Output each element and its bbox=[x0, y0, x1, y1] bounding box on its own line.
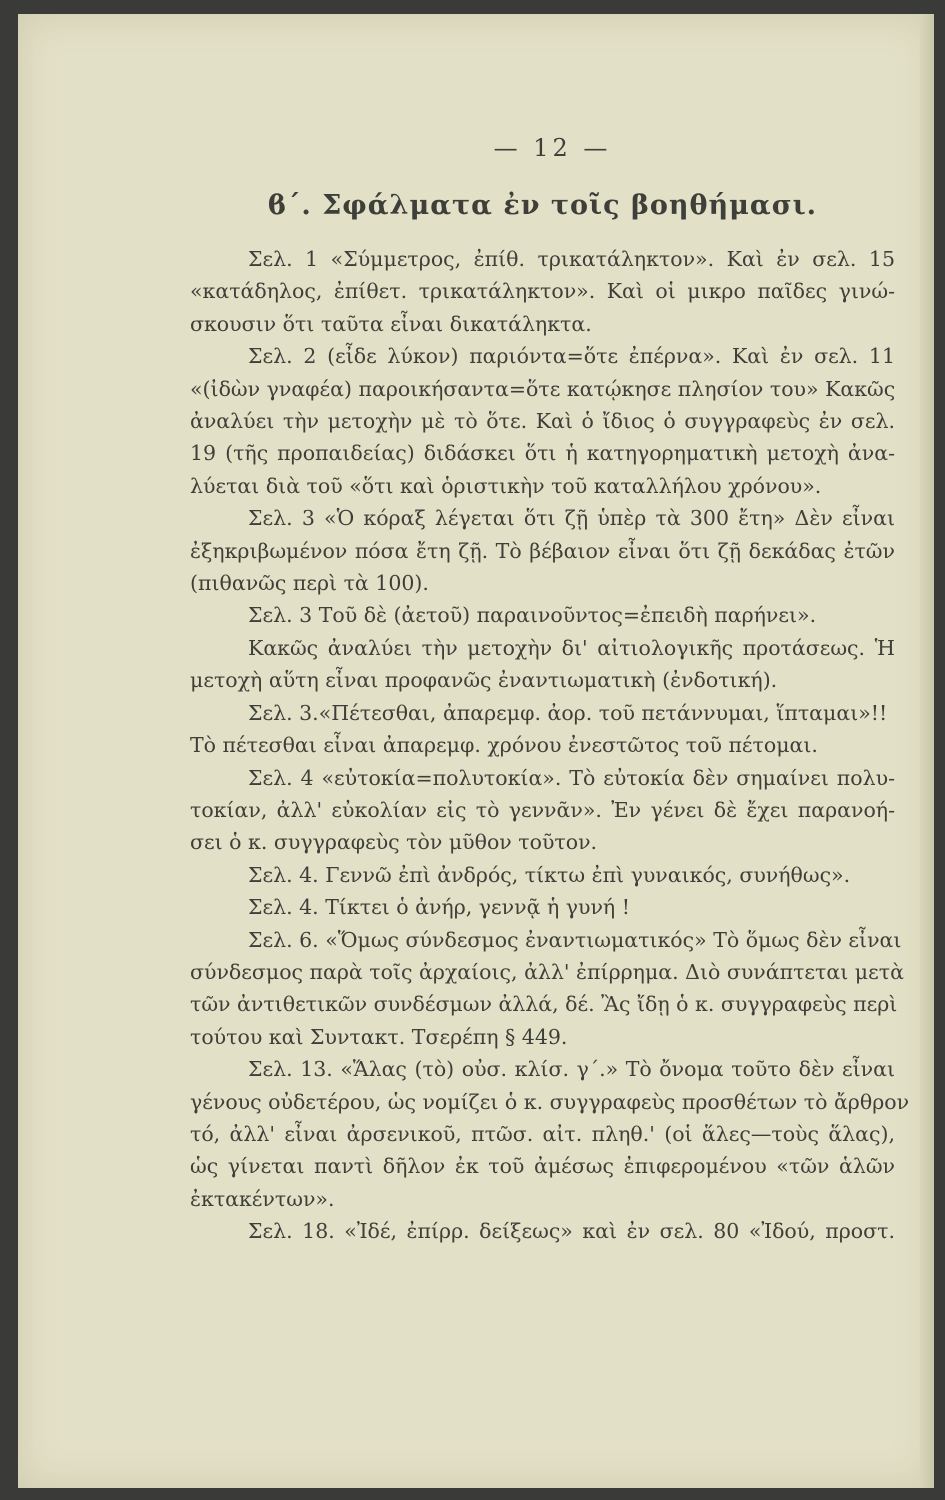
text-line: τῶν ἀντιθετικῶν συνδέσμων ἀλλά, δέ. Ἂς ἴδῃ ὁ κ. συγγραφεὺς περὶ bbox=[190, 992, 898, 1017]
text-line: «(ἰδὼν γναφέα) παροικήσαντα=ὅτε κατῴκησε πλησίον του» Κακῶς bbox=[190, 376, 896, 401]
text-line: Σελ. 2 (εἶδε λύκον) παριόντα=ὅτε ἐπέρνα». Καὶ ἐν σελ. 11 bbox=[248, 344, 895, 369]
text-line: ἐκτακέντων». bbox=[190, 1186, 335, 1211]
text-line: Σελ. 4. Γεννῶ ἐπὶ ἀνδρός, τίκτω ἐπὶ γυναικός, συνήθως». bbox=[248, 862, 851, 887]
text-line: Σελ. 18. «Ἰδέ, ἐπίρρ. δείξεως» καὶ ἐν σελ. 80 «Ἰδού, προστ. bbox=[248, 1219, 895, 1244]
text-line: ἀναλύει τὴν μετοχὴν μὲ τὸ ὅτε. Καὶ ὁ ἴδιος ὁ συγγραφεὺς ἐν σελ. bbox=[190, 409, 895, 434]
page-number: — 12 — bbox=[493, 134, 612, 162]
scanned-page bbox=[18, 14, 934, 1488]
body-text bbox=[190, 243, 910, 1248]
text-line: σύνδεσμος παρὰ τοῖς ἀρχαίοις, ἀλλ' ἐπίρρημα. Διὸ συνάπτεται μετὰ bbox=[190, 959, 904, 984]
text-line: Σελ. 3 Τοῦ δὲ (ἀετοῦ) παραινοῦντος=ἐπειδὴ παρήνει». bbox=[248, 603, 817, 628]
page-edge bbox=[920, 14, 934, 1488]
text-line: Σελ. 4 «εὐτοκία=πολυτοκία». Τὸ εὐτοκία δὲν σημαίνει πολυ- bbox=[248, 765, 895, 790]
text-line: Σελ. 3.«Πέτεσθαι, ἀπαρεμφ. ἀορ. τοῦ πετάννυμαι, ἵπταμαι»!! bbox=[248, 700, 888, 725]
text-line: μετοχὴ αὕτη εἶναι προφανῶς ἐναντιωματικὴ (ἐνδοτική). bbox=[190, 668, 778, 693]
text-line: τοκίαν, ἀλλ' εὐκολίαν εἰς τὸ γεννᾶν». Ἐν γένει δὲ ἔχει παρανοή- bbox=[190, 797, 895, 822]
text-line: (πιθανῶς περὶ τὰ 100). bbox=[190, 571, 429, 596]
text-line: 19 (τῆς προπαιδείας) διδάσκει ὅτι ἡ κατηγορηματικὴ μετοχὴ ἀνα- bbox=[190, 441, 895, 466]
text-line: ἐξηκριβωμένον πόσα ἔτη ζῇ. Τὸ βέβαιον εἶναι ὅτι ζῇ δεκάδας ἐτῶν bbox=[190, 538, 895, 563]
text-line: Τὸ πέτεσθαι εἶναι ἀπαρεμφ. χρόνου ἐνεστῶτος τοῦ πέτομαι. bbox=[190, 733, 818, 758]
page-content bbox=[190, 134, 910, 1248]
text-line: σκουσιν ὅτι ταῦτα εἶναι δικατάληκτα. bbox=[190, 311, 592, 336]
text-line: «κατάδηλος, ἐπίθετ. τρικατάληκτον». Καὶ οἱ μικρο παῖδες γινώ- bbox=[190, 279, 895, 304]
text-line: Σελ. 1 «Σύμμετρος, ἐπίθ. τρικατάληκτον». Καὶ ἐν σελ. 15 bbox=[248, 247, 895, 271]
text-line: Σελ. 13. «Ἅλας (τὸ) οὐσ. κλίσ. γ΄.» Τὸ ὄνομα τοῦτο δὲν εἶναι bbox=[248, 1057, 895, 1082]
text-line: Κακῶς ἀναλύει τὴν μετοχὴν δι' αἰτιολογικῆς προτάσεως. Ἡ bbox=[248, 635, 895, 660]
text-line: τούτου καὶ Συντακτ. Τσερέπη § 449. bbox=[190, 1024, 568, 1049]
text-line: ὡς γίνεται παντὶ δῆλον ἐκ τοῦ ἀμέσως ἐπιφερομένου «τῶν ἁλῶν bbox=[190, 1154, 895, 1179]
text-line: λύεται διὰ τοῦ «ὅτι καὶ ὁριστικὴν τοῦ καταλλήλου χρόνου». bbox=[190, 473, 822, 498]
text-line: τό, ἀλλ' εἶναι ἀρσενικοῦ, πτῶσ. αἰτ. πληθ.' (οἱ ἅλες—τοὺς ἅλας), bbox=[190, 1121, 895, 1146]
section-title: ϐ΄. Σφάλματα ἐν τοῖς βοηθήμασι. bbox=[267, 190, 818, 221]
text-line: γένους οὐδετέρου, ὡς νομίζει ὁ κ. συγγραφεὺς προσθέτων τὸ ἄρθρον bbox=[190, 1089, 910, 1114]
text-line: σει ὁ κ. συγγραφεὺς τὸν μῦθον τοῦτον. bbox=[190, 830, 598, 855]
text-line: Σελ. 3 «Ὁ κόραξ λέγεται ὅτι ζῇ ὑπὲρ τὰ 300 ἔτη» Δὲν εἶναι bbox=[248, 506, 895, 531]
text-line: Σελ. 6. «Ὅμως σύνδεσμος ἐναντιωματικός» Τὸ ὅμως δὲν εἶναι bbox=[248, 927, 902, 952]
text-line: Σελ. 4. Τίκτει ὁ ἀνήρ, γεννᾷ ἡ γυνή ! bbox=[248, 895, 630, 920]
